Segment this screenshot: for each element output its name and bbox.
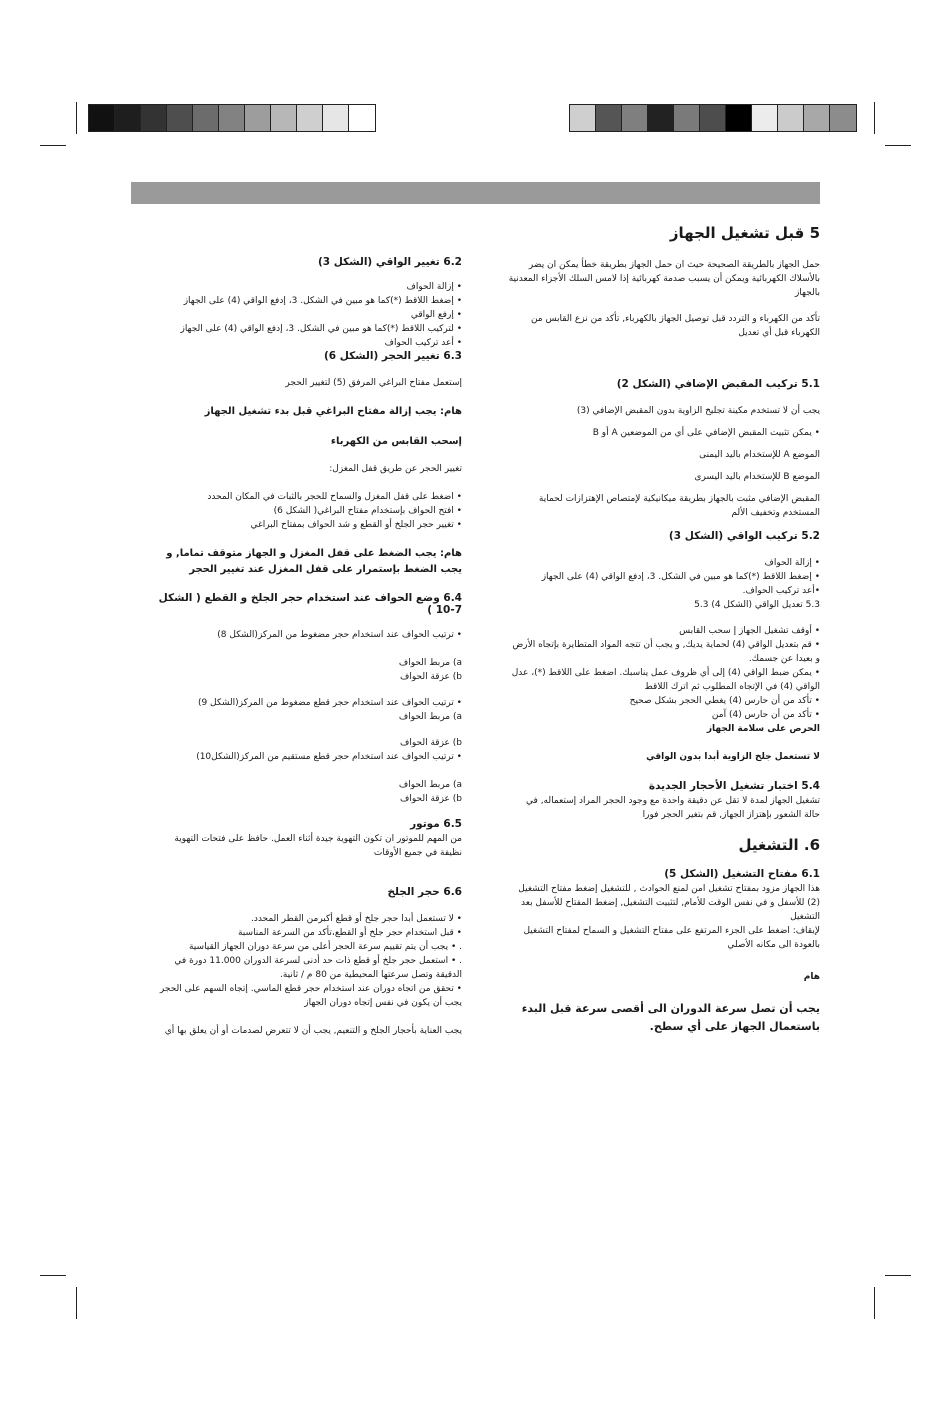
right-column xyxy=(508,224,820,1036)
section-6-5-title: 6.5 موتور xyxy=(410,818,462,830)
crop-mark xyxy=(40,145,66,146)
crop-mark xyxy=(40,1275,66,1276)
color-swatch xyxy=(648,105,674,131)
color-swatch xyxy=(674,105,700,131)
section-6-2-line: • إضغط اللاقط (*)كما هو مبين في الشكل. 3، إدفع الواقي (4) على الجهاز xyxy=(183,296,462,306)
color-swatch xyxy=(570,105,596,131)
crop-mark xyxy=(76,1287,77,1319)
section-6-6-title: 6.6 حجر الجلخ xyxy=(387,886,462,898)
section-5-1-line: يجب أن لا تستخدم مكينة تجليخ الزاوية بدون المقبض الإضافي (3) xyxy=(576,406,820,416)
section-6-3-line: تغيير الحجر عن طريق قفل المغزل: xyxy=(329,464,462,474)
section-5-1-line: • يمكن تثبيت المقبض الإضافي على أي من الموضعين A أو B xyxy=(592,428,820,438)
warning-text: هام: يجب الضغط على قفل المغزل و الجهاز متوقف تماما, و يجب الضغط بإستمرار على قفل المغزل عند تغيير الحجر xyxy=(166,548,462,575)
color-swatch xyxy=(778,105,804,131)
warning-text: يجب أن تصل سرعة الدوران الى أقصى سرعة قبل البدء باستعمال الجهاز على أي سطح. xyxy=(521,1002,820,1033)
section-5-1-line: المقبض الإضافي مثبت بالجهاز بطريقة ميكانيكية لإمتصاص الإهتزازات لحماية المستخدم وتخفيف الألم xyxy=(538,494,820,518)
section-5-1-line: الموضع A للإستخدام باليد اليمنى xyxy=(699,450,820,460)
section-6-3-line: • تغيير حجر الجلخ أو القطع و شد الحواف بمفتاح البراغي xyxy=(250,520,462,530)
warning-text: إسحب القابس من الكهرباء xyxy=(330,436,462,447)
color-calibration-bar-right xyxy=(569,104,857,132)
section-6-1-paragraph: هذا الجهاز مزود بمفتاح تشغيل امن لمنع الحوادث , للتشغيل إضغط مفتاح التشغيل (2) للأسفل و في نفس الوقت للأمام, لتثبيت التشغيل, إضغط المفتاح للأسفل بعد التشغيل xyxy=(518,884,820,922)
color-swatch xyxy=(596,105,622,131)
color-swatch xyxy=(830,105,856,131)
section-6-4-line: a) مربط الحواف xyxy=(398,780,462,790)
color-calibration-bar-left xyxy=(88,104,376,132)
section-6-title: 6. التشغيل xyxy=(738,836,820,854)
section-6-6-line: • قبل استخدام حجر جلخ أو القطع،تأكد من السرعة المناسبة xyxy=(237,928,462,938)
crop-mark xyxy=(874,1287,875,1319)
color-swatch xyxy=(297,105,323,131)
section-5-2-line: • إزالة الحواف xyxy=(764,558,820,568)
section-5-1-title: 5.1 تركيب المقبض الإضافي (الشكل 2) xyxy=(616,378,820,390)
color-swatch xyxy=(167,105,193,131)
color-swatch xyxy=(804,105,830,131)
section-6-5-paragraph: من المهم للموتور ان تكون التهوية جيدة أثناء العمل. حافظ على فتحات التهوية نظيفة في جميع الأوقات xyxy=(174,834,462,858)
section-5-2-line: 5.3 تعديل الواقي (الشكل 4) 5.3 xyxy=(694,600,820,610)
color-swatch xyxy=(726,105,752,131)
section-6-4-line: • ترتيب الحواف عند استخدام حجر قطع مستقيم من المركز(الشكل10) xyxy=(196,752,462,762)
crop-mark xyxy=(885,1275,911,1276)
color-swatch xyxy=(245,105,271,131)
section-6-6-line: يجب العناية بأحجار الجلخ و التنعيم, يجب أن لا تتعرض لصدمات أو أن يعلق بها أي xyxy=(164,1026,462,1036)
section-5-2-line: •أعد تركيب الحواف. xyxy=(742,586,820,596)
section-5-2-line: • تأكد من أن حارس (4) آمن xyxy=(711,710,820,720)
section-5-1-line: الموضع B للإستخدام باليد اليسرى xyxy=(694,472,820,482)
color-swatch xyxy=(219,105,245,131)
warning-text: هام: يجب إزالة مفتاح البراغي قبل بدء تشغيل الجهاز xyxy=(204,406,462,417)
section-5-2-line: • يمكن ضبط الواقي (4) إلى أي ظروف عمل يناسبك. اضغط على اللاقط (*)، عدل الواقي (4) في الإتجاه المطلوب ثم اترك اللاقط xyxy=(511,668,820,692)
section-6-3-line: إستعمل مفتاح البراغي المرفق (5) لتغيير الحجر xyxy=(285,378,462,388)
section-5-2-title: 5.2 تركيب الواقي (الشكل 3) xyxy=(668,530,820,542)
color-swatch xyxy=(89,105,115,131)
color-swatch xyxy=(349,105,375,131)
section-6-2-line: • إرفع الواقي xyxy=(410,310,462,320)
color-swatch xyxy=(700,105,726,131)
section-6-6-line: . • يجب أن يتم تقييم سرعة الحجر أعلى من سرعة دوران الجهاز القياسية xyxy=(188,942,462,952)
section-6-3-line: • اضغط على قفل المغزل والسماح للحجر بالثبات في المكان المحدد xyxy=(207,492,462,502)
section-5-2-line: الحرص على سلامة الجهاز xyxy=(706,724,820,734)
color-swatch xyxy=(622,105,648,131)
color-swatch xyxy=(141,105,167,131)
section-6-2-line: • أعد تركيب الحواف xyxy=(384,338,462,348)
section-6-4-line: b) عزقة الحواف xyxy=(400,672,462,682)
section-6-2-line: • إزالة الحواف xyxy=(406,282,462,292)
color-swatch xyxy=(115,105,141,131)
section-6-4-line: a) مربط الحواف xyxy=(398,712,462,722)
section-6-4-line: b) عزقة الحواف xyxy=(400,738,462,748)
section-6-4-line: a) مربط الحواف xyxy=(398,658,462,668)
section-5-2-line: • تأكد من أن حارس (4) يغطي الحجر بشكل صحيح xyxy=(629,696,820,706)
section-5-2-line: • أوقف تشغيل الجهاز إ سحب القابس xyxy=(679,626,820,636)
section-6-4-title: 6.4 وضع الحواف عند استخدام حجر الجلخ و القطع ( الشكل 7-10 ) xyxy=(158,592,462,616)
section-5-4-paragraph: تشغيل الجهاز لمدة لا تقل عن دقيقة واحدة مع وجود الحجر المراد إستعماله, في حالة الشعور بإهتزاز الجهاز, قم بتغير الحجر فورا xyxy=(526,796,820,820)
section-5-2-line: • إضغط اللاقط (*)كما هو مبين في الشكل. 3، إدفع الواقي (4) على الجهاز xyxy=(541,572,820,582)
section-6-6-line: . • استعمل حجر جلخ أو قطع ذات حد أدنى لسرعة الدوران 11.000 دورة في الدقيقة وتصل سرعتها المحيطية من 80 م / ثانية. xyxy=(174,956,462,980)
section-6-2-title: 6.2 تغيير الواقي (الشكل 3) xyxy=(317,256,462,268)
section-6-1-title: 6.1 مفتاح التشغيل (الشكل 5) xyxy=(664,868,820,880)
header-band xyxy=(131,182,820,204)
section-6-2-line: • لتركيب اللاقط (*)كما هو مبين في الشكل. 3، إدفع الواقي (4) على الجهاز xyxy=(180,324,462,334)
color-swatch xyxy=(323,105,349,131)
section-5-title: 5 قبل تشغيل الجهاز xyxy=(669,224,820,242)
section-6-4-line: b) عزقة الحواف xyxy=(400,794,462,804)
color-swatch xyxy=(752,105,778,131)
section-5-paragraph: حمل الجهاز بالطريقة الصحيحة حيث ان حمل الجهاز بطريقة خطأ يمكن ان يضر بالأسلاك الكهربائية ويمكن أن يسبب صدمة كهربائية إذا لامس السلك الأجزاء المعدنية بالجهاز xyxy=(508,260,820,298)
section-6-1-paragraph: لإيقاف: اضغط على الجزء المرتفع على مفتاح التشغيل و السماح لمفتاح التشغيل بالعودة الى مكانه الأصلي xyxy=(523,926,820,950)
section-6-3-line: • افتح الحواف بإستخدام مفتاح البراغي( الشكل 6) xyxy=(273,506,462,516)
section-6-6-line: • لا تستعمل أبدا حجر جلخ أو قطع أكبرمن القطر المحدد. xyxy=(250,914,462,924)
color-swatch xyxy=(271,105,297,131)
color-swatch xyxy=(193,105,219,131)
left-column xyxy=(158,256,462,1038)
section-5-4-title: 5.4 اختبار تشغيل الأحجار الجديدة xyxy=(648,780,820,792)
crop-mark xyxy=(76,102,77,134)
warning-text: لا تستعمل جلخ الزاوية أبدا بدون الواقي xyxy=(646,752,820,762)
section-6-3-title: 6.3 تغيير الحجر (الشكل 6) xyxy=(323,350,462,362)
section-6-4-line: • ترتيب الحواف عند استخدام حجر قطع مضغوط من المركز(الشكل 9) xyxy=(197,698,462,708)
important-label: هام xyxy=(803,972,820,982)
section-5-paragraph: تأكد من الكهرباء و التردد قبل توصيل الجهاز بالكهرباء, تأكد من نزع القابس من الكهرباء قبل أي تعديل xyxy=(530,314,820,338)
crop-mark xyxy=(885,145,911,146)
section-6-6-line: • تحقق من اتجاه دوران عند استخدام حجر قطع الماسي. إتجاه السهم على الحجر يجب أن يكون في نفس إتجاه دوران الجهاز xyxy=(159,984,462,1008)
section-6-4-line: • ترتيب الحواف عند استخدام حجر مضغوط من المركز(الشكل 8) xyxy=(217,630,462,640)
crop-mark xyxy=(874,102,875,134)
section-5-2-line: • قم بتعديل الواقي (4) لحماية يديك, و يجب أن تتجه المواد المتطايرة بإتجاه الأرض و بعيدا عن جسمك. xyxy=(512,640,820,664)
